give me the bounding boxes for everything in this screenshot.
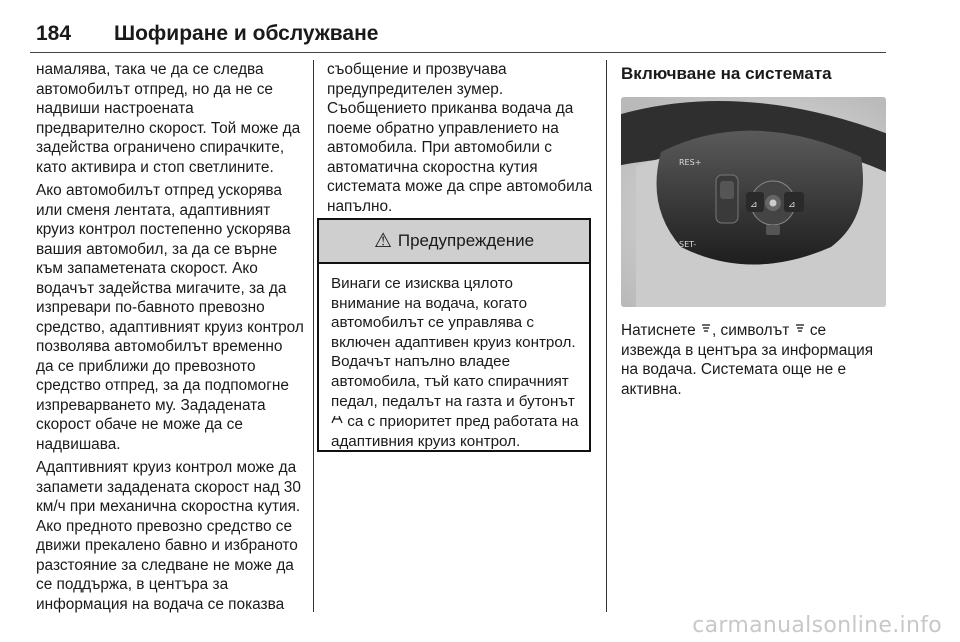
paragraph: съобщение и прозвучава предупредителен зумер. Съобщението приканва водача да поеме обратно управлението на автомобила. При автомобили с автоматична скоростна кутия системата може да спре автомобила напълно. (327, 61, 593, 215)
warning-triangle-icon: ⚠ (373, 230, 392, 252)
warning-text-part: са с приоритет пред работата на адаптивния круиз контрол. (331, 413, 579, 450)
paragraph: Адаптивният круиз контрол може да запамети зададената скорост над 30 км/ч при механична скоростна кутия. Ако предното превозно средство се движи прекалено бавно и избраното разстояние за следване не може да се поддържа, в центъра за информация на водача се показва (36, 459, 301, 613)
column-middle (327, 60, 595, 220)
column-divider (313, 60, 314, 612)
distance-button-icon (331, 411, 343, 431)
chapter-title: Шофиране и обслужване (114, 22, 379, 45)
page-number: 184 (36, 22, 72, 45)
warning-header (319, 220, 589, 264)
acc-symbol-icon (794, 320, 806, 340)
header-rule (30, 52, 886, 53)
res-label: RES+ (679, 158, 702, 167)
warning-text-part: Винаги се изисква цялото внимание на водача, когато автомобилът се управлява с включен адаптивен круиз контрол. Водачът напълно владее автомобила, тъй като спирачният педал, педалът на газта и бутонът (331, 275, 576, 410)
steering-wheel-photo (621, 97, 886, 307)
column-divider (606, 60, 607, 612)
acc-button-icon (700, 320, 712, 340)
instruction-text: се извежда в центъра за информация на водача. Системата още не е активна. (621, 322, 874, 398)
set-label: SET- (679, 240, 697, 249)
instruction-text: , символът (711, 322, 790, 339)
warning-box (317, 218, 591, 452)
watermark: carmanualsonline.info (692, 613, 942, 638)
instruction-text: Натиснете (621, 322, 696, 339)
svg-text:⊿: ⊿ (750, 200, 758, 210)
warning-title: Предупреждение (397, 231, 535, 250)
column-left (36, 60, 304, 618)
paragraph: намалява, така че да се следва автомобилът отпред, но да не се надвиши настроената предварително скорост. Той може да задейства ограничено спирачките, като активира и стоп светлините. (36, 61, 301, 176)
activation-instructions (621, 320, 887, 399)
warning-text (319, 264, 589, 451)
section-heading: Включване на системата (621, 64, 832, 83)
svg-text:⊿: ⊿ (788, 200, 796, 210)
page-header (30, 22, 886, 52)
paragraph: Ако автомобилът отпред ускорява или сменя лентата, адаптивният круиз контрол постепенно ускорява вашия автомобил, за да се върне към запаметената скорост. Ако водачът задейства мигачите, за да изпревари по-бавното превозно средство, адаптивният круиз контрол позволява автомобилът временно да се приближи до превозното средство отпред, за да подпомогне изпреварването му. Зададената скорост обаче не може да се надвишава. (36, 182, 304, 453)
